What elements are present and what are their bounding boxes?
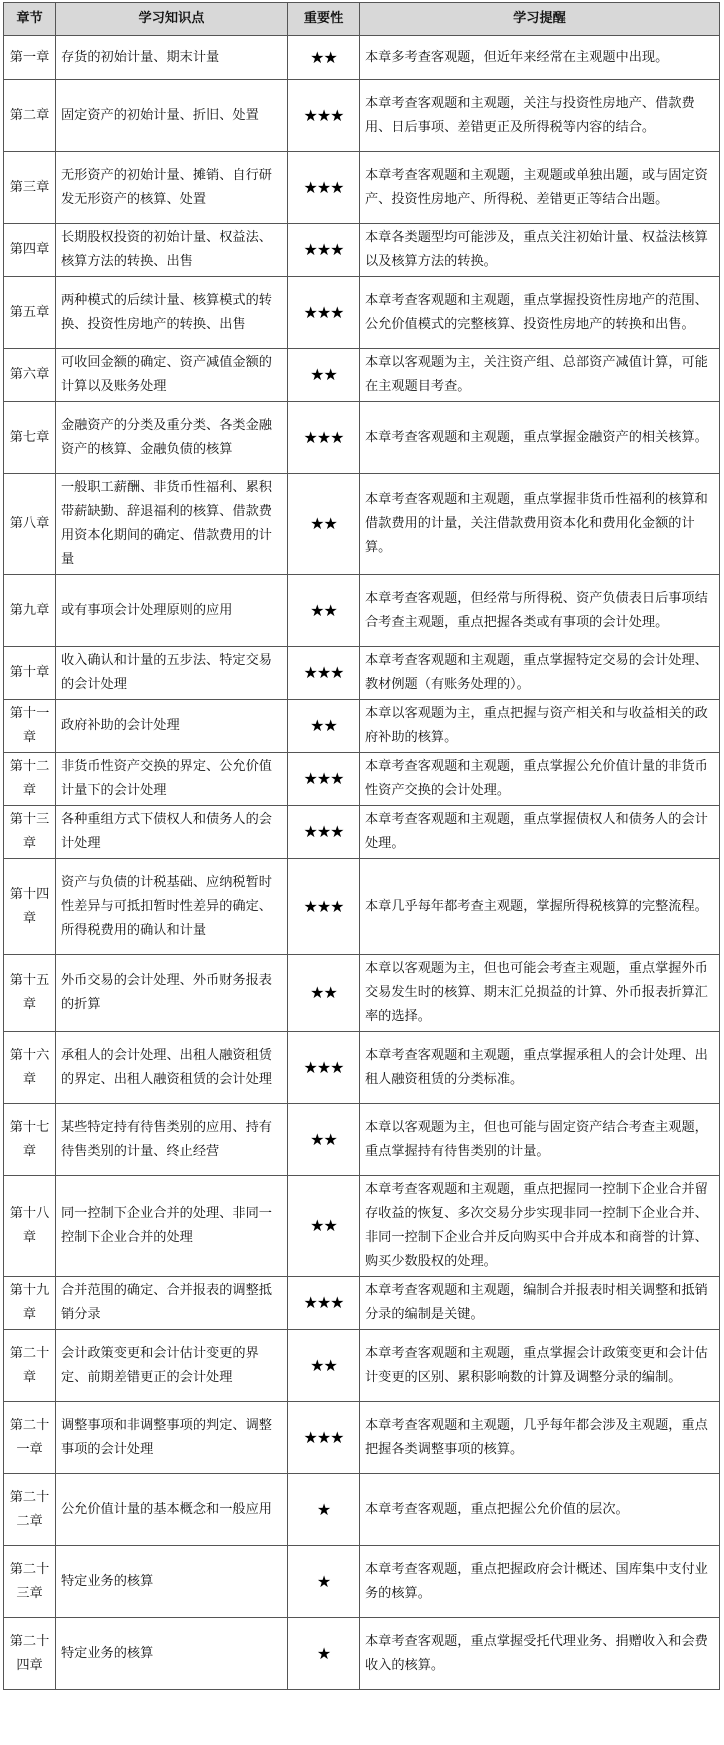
chapter-cell: 第十四章 (4, 859, 56, 955)
chapter-cell: 第三章 (4, 152, 56, 224)
study-tip-cell: 本章考查客观题，重点把握公允价值的层次。 (360, 1474, 720, 1546)
study-tip-cell: 本章考查客观题和主观题，重点掌握承租人的会计处理、出租人融资租赁的分类标准。 (360, 1032, 720, 1104)
study-tip-cell: 本章几乎每年都考查主观题，掌握所得税核算的完整流程。 (360, 859, 720, 955)
study-tip-cell: 本章考查客观题和主观题，重点掌握特定交易的会计处理、教材例题（有账务处理的）。 (360, 647, 720, 700)
header-importance: 重要性 (288, 3, 360, 36)
table-row (4, 1474, 720, 1546)
table-row (4, 402, 720, 474)
chapter-cell: 第十一章 (4, 700, 56, 753)
knowledge-points-cell: 同一控制下企业合并的处理、非同一控制下企业合并的处理 (56, 1176, 288, 1277)
table-row (4, 1104, 720, 1176)
table-row (4, 700, 720, 753)
importance-stars: ★★★ (288, 80, 360, 152)
study-tip-cell: 本章以客观题为主，关注资产组、总部资产减值计算，可能在主观题目考查。 (360, 349, 720, 402)
chapter-cell: 第十二章 (4, 753, 56, 806)
importance-stars: ★★ (288, 36, 360, 80)
importance-stars: ★★ (288, 575, 360, 647)
study-tip-cell: 本章考查客观题和主观题，编制合并报表时相关调整和抵销分录的编制是关键。 (360, 1277, 720, 1330)
study-tip-cell: 本章考查客观题和主观题，重点掌握金融资产的相关核算。 (360, 402, 720, 474)
knowledge-points-cell: 两种模式的后续计量、核算模式的转换、投资性房地产的转换、出售 (56, 277, 288, 349)
table-row (4, 349, 720, 402)
table-row (4, 474, 720, 575)
knowledge-points-cell: 金融资产的分类及重分类、各类金融资产的核算、金融负债的核算 (56, 402, 288, 474)
importance-stars: ★★★ (288, 1032, 360, 1104)
table-row (4, 753, 720, 806)
table-row (4, 575, 720, 647)
importance-stars: ★★★ (288, 402, 360, 474)
table-row (4, 1330, 720, 1402)
knowledge-points-cell: 固定资产的初始计量、折旧、处置 (56, 80, 288, 152)
knowledge-points-cell: 合并范围的确定、合并报表的调整抵销分录 (56, 1277, 288, 1330)
chapter-cell: 第五章 (4, 277, 56, 349)
study-tip-cell: 本章考查客观题和主观题，主观题或单独出题，或与固定资产、投资性房地产、所得税、差错更正等结合出题。 (360, 152, 720, 224)
importance-stars: ★★ (288, 955, 360, 1032)
importance-stars: ★★★ (288, 277, 360, 349)
chapter-cell: 第十六章 (4, 1032, 56, 1104)
chapter-cell: 第二十一章 (4, 1402, 56, 1474)
importance-stars: ★ (288, 1546, 360, 1618)
importance-stars: ★★ (288, 1176, 360, 1277)
importance-stars: ★★ (288, 1104, 360, 1176)
chapter-cell: 第七章 (4, 402, 56, 474)
importance-stars: ★★★ (288, 859, 360, 955)
table-row (4, 1032, 720, 1104)
chapter-cell: 第八章 (4, 474, 56, 575)
knowledge-points-cell: 无形资产的初始计量、摊销、自行研发无形资产的核算、处置 (56, 152, 288, 224)
importance-stars: ★★★ (288, 224, 360, 277)
study-tip-cell: 本章考查客观题和主观题，关注与投资性房地产、借款费用、日后事项、差错更正及所得税等内容的结合。 (360, 80, 720, 152)
table-row (4, 955, 720, 1032)
table-row (4, 224, 720, 277)
importance-stars: ★ (288, 1618, 360, 1690)
knowledge-points-cell: 各种重组方式下债权人和债务人的会计处理 (56, 806, 288, 859)
chapter-cell: 第二十二章 (4, 1474, 56, 1546)
chapter-cell: 第二十三章 (4, 1546, 56, 1618)
importance-stars: ★ (288, 1474, 360, 1546)
study-tip-cell: 本章各类题型均可能涉及，重点关注初始计量、权益法核算以及核算方法的转换。 (360, 224, 720, 277)
study-tip-cell: 本章以客观题为主，但也可能会考查主观题，重点掌握外币交易发生时的核算、期末汇兑损益的计算、外币报表折算汇率的选择。 (360, 955, 720, 1032)
study-tip-cell: 本章考查客观题和主观题，重点掌握非货币性福利的核算和借款费用的计量，关注借款费用资本化和费用化金额的计算。 (360, 474, 720, 575)
table-row (4, 152, 720, 224)
study-tip-cell: 本章考查客观题和主观题，重点掌握会计政策变更和会计估计变更的区别、累积影响数的计算及调整分录的编制。 (360, 1330, 720, 1402)
table-row (4, 277, 720, 349)
knowledge-points-cell: 非货币性资产交换的界定、公允价值计量下的会计处理 (56, 753, 288, 806)
knowledge-points-cell: 资产与负债的计税基础、应纳税暂时性差异与可抵扣暂时性差异的确定、所得税费用的确认和计量 (56, 859, 288, 955)
table-row (4, 1176, 720, 1277)
header-row (4, 3, 720, 36)
knowledge-points-cell: 一般职工薪酬、非货币性福利、累积带薪缺勤、辞退福利的核算、借款费用资本化期间的确定、借款费用的计量 (56, 474, 288, 575)
chapter-cell: 第十九章 (4, 1277, 56, 1330)
study-tip-cell: 本章考查客观题，重点掌握受托代理业务、捐赠收入和会费收入的核算。 (360, 1618, 720, 1690)
chapter-cell: 第二十四章 (4, 1618, 56, 1690)
study-tip-cell: 本章考查客观题，但经常与所得税、资产负债表日后事项结合考查主观题，重点把握各类或有事项的会计处理。 (360, 575, 720, 647)
knowledge-points-cell: 或有事项会计处理原则的应用 (56, 575, 288, 647)
knowledge-points-cell: 政府补助的会计处理 (56, 700, 288, 753)
chapter-cell: 第十五章 (4, 955, 56, 1032)
importance-stars: ★★★ (288, 1402, 360, 1474)
study-tip-cell: 本章以客观题为主，重点把握与资产相关和与收益相关的政府补助的核算。 (360, 700, 720, 753)
study-tip-cell: 本章考查客观题，重点把握政府会计概述、国库集中支付业务的核算。 (360, 1546, 720, 1618)
knowledge-points-cell: 公允价值计量的基本概念和一般应用 (56, 1474, 288, 1546)
header-study-tips: 学习提醒 (360, 3, 720, 36)
table-row (4, 1277, 720, 1330)
table-row (4, 1546, 720, 1618)
chapter-cell: 第二十章 (4, 1330, 56, 1402)
study-tip-cell: 本章多考查客观题，但近年来经常在主观题中出现。 (360, 36, 720, 80)
knowledge-points-cell: 存货的初始计量、期末计量 (56, 36, 288, 80)
header-chapter: 章节 (4, 3, 56, 36)
study-tip-cell: 本章考查客观题和主观题，几乎每年都会涉及主观题，重点把握各类调整事项的核算。 (360, 1402, 720, 1474)
importance-stars: ★★ (288, 1330, 360, 1402)
importance-stars: ★★★ (288, 647, 360, 700)
study-plan-table (3, 2, 720, 1690)
study-tip-cell: 本章考查客观题和主观题，重点把握同一控制下企业合并留存收益的恢复、多次交易分步实现非同一控制下企业合并、非同一控制下企业合并反向购买中合并成本和商誉的计算、购买少数股权的处理。 (360, 1176, 720, 1277)
knowledge-points-cell: 特定业务的核算 (56, 1618, 288, 1690)
chapter-cell: 第九章 (4, 575, 56, 647)
study-tip-cell: 本章考查客观题和主观题，重点掌握债权人和债务人的会计处理。 (360, 806, 720, 859)
study-tip-cell: 本章以客观题为主，但也可能与固定资产结合考查主观题，重点掌握持有待售类别的计量。 (360, 1104, 720, 1176)
table-row (4, 1402, 720, 1474)
importance-stars: ★★★ (288, 806, 360, 859)
knowledge-points-cell: 特定业务的核算 (56, 1546, 288, 1618)
knowledge-points-cell: 长期股权投资的初始计量、权益法、核算方法的转换、出售 (56, 224, 288, 277)
knowledge-points-cell: 可收回金额的确定、资产减值金额的计算以及账务处理 (56, 349, 288, 402)
chapter-cell: 第二章 (4, 80, 56, 152)
study-tip-cell: 本章考查客观题和主观题，重点掌握公允价值计量的非货币性资产交换的会计处理。 (360, 753, 720, 806)
importance-stars: ★★★ (288, 1277, 360, 1330)
importance-stars: ★★ (288, 349, 360, 402)
importance-stars: ★★★ (288, 152, 360, 224)
chapter-cell: 第十三章 (4, 806, 56, 859)
importance-stars: ★★ (288, 474, 360, 575)
chapter-cell: 第十七章 (4, 1104, 56, 1176)
chapter-cell: 第十章 (4, 647, 56, 700)
study-tip-cell: 本章考查客观题和主观题，重点掌握投资性房地产的范围、公允价值模式的完整核算、投资性房地产的转换和出售。 (360, 277, 720, 349)
knowledge-points-cell: 某些特定持有待售类别的应用、持有待售类别的计量、终止经营 (56, 1104, 288, 1176)
chapter-cell: 第六章 (4, 349, 56, 402)
importance-stars: ★★ (288, 700, 360, 753)
importance-stars: ★★★ (288, 753, 360, 806)
knowledge-points-cell: 外币交易的会计处理、外币财务报表的折算 (56, 955, 288, 1032)
chapter-cell: 第一章 (4, 36, 56, 80)
chapter-cell: 第四章 (4, 224, 56, 277)
knowledge-points-cell: 调整事项和非调整事项的判定、调整事项的会计处理 (56, 1402, 288, 1474)
table-row (4, 1618, 720, 1690)
knowledge-points-cell: 会计政策变更和会计估计变更的界定、前期差错更正的会计处理 (56, 1330, 288, 1402)
knowledge-points-cell: 收入确认和计量的五步法、特定交易的会计处理 (56, 647, 288, 700)
chapter-cell: 第十八章 (4, 1176, 56, 1277)
table-row (4, 647, 720, 700)
knowledge-points-cell: 承租人的会计处理、出租人融资租赁的界定、出租人融资租赁的会计处理 (56, 1032, 288, 1104)
table-row (4, 859, 720, 955)
table-row (4, 806, 720, 859)
table-row (4, 36, 720, 80)
table-row (4, 80, 720, 152)
header-knowledge-points: 学习知识点 (56, 3, 288, 36)
